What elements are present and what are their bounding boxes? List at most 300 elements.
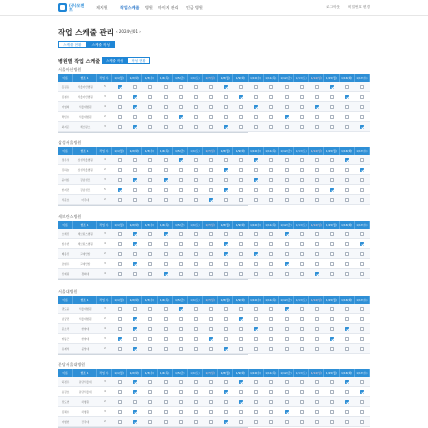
schedule-checkbox[interactable]: [269, 178, 273, 182]
schedule-checkbox[interactable]: [239, 262, 243, 266]
column-header[interactable]: 1/12(금): [279, 221, 294, 229]
schedule-checkbox[interactable]: [285, 232, 289, 236]
schedule-checkbox[interactable]: [330, 420, 334, 424]
schedule-checkbox[interactable]: [315, 420, 319, 424]
schedule-checkbox[interactable]: [179, 327, 183, 331]
schedule-checkbox[interactable]: [133, 400, 137, 404]
schedule-checkbox[interactable]: [133, 158, 137, 162]
column-header[interactable]: 1/4(목): [158, 369, 173, 377]
column-header[interactable]: 협조 1: [73, 369, 97, 377]
column-header[interactable]: 1/3(수): [142, 74, 157, 82]
schedule-checkbox[interactable]: [118, 95, 122, 99]
column-header[interactable]: 1/11(목): [264, 147, 279, 155]
schedule-checkbox[interactable]: [300, 232, 304, 236]
column-header[interactable]: 1/9(화): [233, 74, 248, 82]
schedule-checkbox[interactable]: [148, 307, 152, 311]
schedule-checkbox[interactable]: [224, 380, 228, 384]
column-header[interactable]: 1/11(목): [264, 221, 279, 229]
schedule-checkbox[interactable]: [330, 272, 334, 276]
schedule-checkbox[interactable]: [148, 232, 152, 236]
schedule-checkbox[interactable]: [164, 410, 168, 414]
schedule-checkbox[interactable]: [148, 178, 152, 182]
schedule-checkbox[interactable]: [345, 125, 349, 129]
schedule-checkbox[interactable]: [133, 125, 137, 129]
schedule-checkbox[interactable]: [118, 242, 122, 246]
schedule-checkbox[interactable]: [269, 158, 273, 162]
schedule-checkbox[interactable]: [179, 317, 183, 321]
schedule-checkbox[interactable]: [300, 307, 304, 311]
schedule-checkbox[interactable]: [285, 272, 289, 276]
schedule-checkbox[interactable]: [148, 95, 152, 99]
schedule-checkbox[interactable]: [179, 380, 183, 384]
schedule-checkbox[interactable]: [239, 85, 243, 89]
column-header[interactable]: 1/16(화): [340, 147, 355, 155]
schedule-checkbox[interactable]: [300, 105, 304, 109]
schedule-checkbox[interactable]: [224, 105, 228, 109]
schedule-checkbox[interactable]: [148, 272, 152, 276]
schedule-checkbox[interactable]: [239, 105, 243, 109]
schedule-checkbox[interactable]: [360, 380, 364, 384]
schedule-checkbox[interactable]: [224, 420, 228, 424]
schedule-checkbox[interactable]: [194, 232, 198, 236]
schedule-checkbox[interactable]: [345, 327, 349, 331]
schedule-checkbox[interactable]: [118, 188, 122, 192]
schedule-checkbox[interactable]: [360, 198, 364, 202]
column-header[interactable]: 1/3(수): [142, 296, 157, 304]
schedule-checkbox[interactable]: [133, 105, 137, 109]
schedule-checkbox[interactable]: [239, 95, 243, 99]
schedule-checkbox[interactable]: [224, 95, 228, 99]
column-header[interactable]: 1/15(월): [324, 369, 339, 377]
schedule-checkbox[interactable]: [224, 125, 228, 129]
schedule-checkbox[interactable]: [209, 380, 213, 384]
schedule-checkbox[interactable]: [345, 95, 349, 99]
schedule-checkbox[interactable]: [224, 242, 228, 246]
schedule-checkbox[interactable]: [360, 188, 364, 192]
schedule-checkbox[interactable]: [224, 347, 228, 351]
schedule-checkbox[interactable]: [239, 380, 243, 384]
column-header[interactable]: 1/13(토): [294, 147, 309, 155]
column-header[interactable]: 1/17(수): [355, 74, 370, 82]
schedule-checkbox[interactable]: [285, 400, 289, 404]
schedule-checkbox[interactable]: [209, 307, 213, 311]
schedule-checkbox[interactable]: [209, 168, 213, 172]
schedule-checkbox[interactable]: [209, 400, 213, 404]
schedule-checkbox[interactable]: [209, 178, 213, 182]
nav-item-0[interactable]: 제지원: [96, 5, 108, 10]
schedule-checkbox[interactable]: [330, 232, 334, 236]
column-header[interactable]: 1/5(금): [173, 369, 188, 377]
schedule-checkbox[interactable]: [285, 307, 289, 311]
schedule-checkbox[interactable]: [179, 95, 183, 99]
schedule-checkbox[interactable]: [194, 198, 198, 202]
column-header[interactable]: 1/12(금): [279, 147, 294, 155]
schedule-checkbox[interactable]: [330, 410, 334, 414]
schedule-checkbox[interactable]: [254, 178, 258, 182]
schedule-checkbox[interactable]: [300, 158, 304, 162]
schedule-checkbox[interactable]: [269, 188, 273, 192]
column-header[interactable]: 작업 수: [97, 74, 112, 82]
schedule-checkbox[interactable]: [133, 178, 137, 182]
schedule-checkbox[interactable]: [254, 168, 258, 172]
schedule-checkbox[interactable]: [118, 105, 122, 109]
schedule-checkbox[interactable]: [360, 178, 364, 182]
schedule-checkbox[interactable]: [194, 95, 198, 99]
schedule-checkbox[interactable]: [164, 347, 168, 351]
schedule-checkbox[interactable]: [118, 232, 122, 236]
schedule-checkbox[interactable]: [330, 188, 334, 192]
schedule-checkbox[interactable]: [179, 168, 183, 172]
schedule-checkbox[interactable]: [269, 380, 273, 384]
schedule-checkbox[interactable]: [269, 272, 273, 276]
schedule-checkbox[interactable]: [345, 400, 349, 404]
schedule-checkbox[interactable]: [315, 317, 319, 321]
schedule-checkbox[interactable]: [224, 272, 228, 276]
column-header[interactable]: 협조 1: [73, 74, 97, 82]
schedule-checkbox[interactable]: [345, 307, 349, 311]
schedule-checkbox[interactable]: [133, 420, 137, 424]
schedule-checkbox[interactable]: [345, 262, 349, 266]
schedule-checkbox[interactable]: [254, 272, 258, 276]
schedule-checkbox[interactable]: [254, 327, 258, 331]
schedule-checkbox[interactable]: [269, 232, 273, 236]
schedule-checkbox[interactable]: [179, 390, 183, 394]
schedule-checkbox[interactable]: [300, 337, 304, 341]
schedule-checkbox[interactable]: [209, 85, 213, 89]
schedule-checkbox[interactable]: [164, 115, 168, 119]
schedule-checkbox[interactable]: [209, 105, 213, 109]
schedule-checkbox[interactable]: [300, 115, 304, 119]
schedule-checkbox[interactable]: [345, 317, 349, 321]
schedule-checkbox[interactable]: [330, 242, 334, 246]
column-header[interactable]: 1/5(금): [173, 221, 188, 229]
schedule-checkbox[interactable]: [209, 198, 213, 202]
schedule-checkbox[interactable]: [285, 242, 289, 246]
schedule-checkbox[interactable]: [254, 105, 258, 109]
schedule-checkbox[interactable]: [164, 232, 168, 236]
schedule-checkbox[interactable]: [239, 158, 243, 162]
schedule-checkbox[interactable]: [209, 410, 213, 414]
schedule-checkbox[interactable]: [133, 242, 137, 246]
schedule-checkbox[interactable]: [345, 85, 349, 89]
schedule-checkbox[interactable]: [239, 337, 243, 341]
schedule-checkbox[interactable]: [118, 337, 122, 341]
schedule-checkbox[interactable]: [224, 262, 228, 266]
schedule-checkbox[interactable]: [315, 327, 319, 331]
column-header[interactable]: 1/2(화): [127, 147, 142, 155]
schedule-checkbox[interactable]: [345, 158, 349, 162]
schedule-checkbox[interactable]: [330, 252, 334, 256]
schedule-checkbox[interactable]: [345, 410, 349, 414]
schedule-checkbox[interactable]: [224, 317, 228, 321]
schedule-checkbox[interactable]: [300, 242, 304, 246]
column-header[interactable]: 1/8(월): [218, 369, 233, 377]
column-header[interactable]: 1/17(수): [355, 221, 370, 229]
schedule-checkbox[interactable]: [194, 115, 198, 119]
schedule-checkbox[interactable]: [315, 307, 319, 311]
schedule-checkbox[interactable]: [315, 232, 319, 236]
schedule-checkbox[interactable]: [194, 410, 198, 414]
schedule-checkbox[interactable]: [194, 252, 198, 256]
column-header[interactable]: 1/8(월): [218, 74, 233, 82]
schedule-checkbox[interactable]: [179, 262, 183, 266]
schedule-checkbox[interactable]: [194, 272, 198, 276]
column-header[interactable]: 1/3(수): [142, 147, 157, 155]
schedule-checkbox[interactable]: [118, 198, 122, 202]
schedule-checkbox[interactable]: [194, 158, 198, 162]
schedule-checkbox[interactable]: [118, 115, 122, 119]
column-header[interactable]: 1/9(화): [233, 369, 248, 377]
schedule-checkbox[interactable]: [330, 178, 334, 182]
column-header[interactable]: 1/6(토): [188, 74, 203, 82]
schedule-checkbox[interactable]: [194, 307, 198, 311]
schedule-checkbox[interactable]: [194, 380, 198, 384]
schedule-checkbox[interactable]: [118, 400, 122, 404]
schedule-checkbox[interactable]: [224, 390, 228, 394]
schedule-checkbox[interactable]: [254, 85, 258, 89]
schedule-checkbox[interactable]: [360, 400, 364, 404]
schedule-checkbox[interactable]: [148, 347, 152, 351]
schedule-checkbox[interactable]: [224, 337, 228, 341]
schedule-checkbox[interactable]: [179, 272, 183, 276]
schedule-checkbox[interactable]: [315, 198, 319, 202]
schedule-checkbox[interactable]: [239, 232, 243, 236]
schedule-checkbox[interactable]: [285, 337, 289, 341]
schedule-checkbox[interactable]: [269, 307, 273, 311]
schedule-checkbox[interactable]: [285, 380, 289, 384]
schedule-checkbox[interactable]: [179, 420, 183, 424]
schedule-checkbox[interactable]: [330, 198, 334, 202]
schedule-checkbox[interactable]: [315, 272, 319, 276]
schedule-checkbox[interactable]: [133, 317, 137, 321]
schedule-checkbox[interactable]: [300, 272, 304, 276]
column-header[interactable]: 1/6(토): [188, 369, 203, 377]
schedule-checkbox[interactable]: [285, 85, 289, 89]
column-header[interactable]: 1/15(월): [324, 147, 339, 155]
schedule-checkbox[interactable]: [133, 262, 137, 266]
schedule-checkbox[interactable]: [209, 115, 213, 119]
schedule-checkbox[interactable]: [269, 115, 273, 119]
schedule-checkbox[interactable]: [285, 347, 289, 351]
column-header[interactable]: 1/2(화): [127, 221, 142, 229]
schedule-checkbox[interactable]: [285, 115, 289, 119]
schedule-checkbox[interactable]: [269, 95, 273, 99]
schedule-checkbox[interactable]: [148, 410, 152, 414]
schedule-checkbox[interactable]: [209, 390, 213, 394]
column-header[interactable]: 1/10(수): [249, 369, 264, 377]
schedule-checkbox[interactable]: [224, 252, 228, 256]
schedule-checkbox[interactable]: [148, 85, 152, 89]
schedule-checkbox[interactable]: [285, 125, 289, 129]
schedule-checkbox[interactable]: [285, 198, 289, 202]
schedule-checkbox[interactable]: [209, 420, 213, 424]
schedule-checkbox[interactable]: [164, 242, 168, 246]
schedule-checkbox[interactable]: [254, 380, 258, 384]
column-header[interactable]: 1/10(수): [249, 221, 264, 229]
schedule-checkbox[interactable]: [194, 125, 198, 129]
schedule-checkbox[interactable]: [194, 105, 198, 109]
schedule-checkbox[interactable]: [285, 410, 289, 414]
schedule-checkbox[interactable]: [224, 168, 228, 172]
schedule-checkbox[interactable]: [164, 420, 168, 424]
column-header[interactable]: 1/8(월): [218, 147, 233, 155]
schedule-checkbox[interactable]: [269, 262, 273, 266]
schedule-checkbox[interactable]: [269, 242, 273, 246]
schedule-checkbox[interactable]: [148, 420, 152, 424]
schedule-checkbox[interactable]: [360, 420, 364, 424]
column-header[interactable]: 1/15(월): [324, 221, 339, 229]
schedule-checkbox[interactable]: [300, 168, 304, 172]
schedule-checkbox[interactable]: [148, 198, 152, 202]
schedule-checkbox[interactable]: [285, 420, 289, 424]
column-header[interactable]: 1/1(월): [112, 74, 127, 82]
column-header[interactable]: 이름: [58, 369, 73, 377]
schedule-checkbox[interactable]: [239, 168, 243, 172]
schedule-checkbox[interactable]: [300, 252, 304, 256]
schedule-checkbox[interactable]: [360, 168, 364, 172]
schedule-checkbox[interactable]: [179, 242, 183, 246]
schedule-checkbox[interactable]: [194, 327, 198, 331]
schedule-checkbox[interactable]: [239, 390, 243, 394]
schedule-checkbox[interactable]: [300, 95, 304, 99]
schedule-checkbox[interactable]: [269, 337, 273, 341]
schedule-checkbox[interactable]: [345, 178, 349, 182]
schedule-checkbox[interactable]: [360, 105, 364, 109]
schedule-checkbox[interactable]: [360, 242, 364, 246]
schedule-checkbox[interactable]: [209, 188, 213, 192]
schedule-checkbox[interactable]: [148, 252, 152, 256]
column-header[interactable]: 작업 수: [97, 221, 112, 229]
schedule-checkbox[interactable]: [118, 380, 122, 384]
schedule-checkbox[interactable]: [269, 420, 273, 424]
schedule-checkbox[interactable]: [118, 178, 122, 182]
schedule-checkbox[interactable]: [148, 262, 152, 266]
column-header[interactable]: 1/11(목): [264, 74, 279, 82]
schedule-checkbox[interactable]: [345, 390, 349, 394]
schedule-checkbox[interactable]: [345, 420, 349, 424]
schedule-checkbox[interactable]: [315, 85, 319, 89]
schedule-checkbox[interactable]: [148, 115, 152, 119]
column-header[interactable]: 작업 수: [97, 369, 112, 377]
column-header[interactable]: 1/4(목): [158, 147, 173, 155]
column-header[interactable]: 1/10(수): [249, 74, 264, 82]
column-header[interactable]: 1/9(화): [233, 147, 248, 155]
schedule-checkbox[interactable]: [118, 390, 122, 394]
schedule-checkbox[interactable]: [179, 158, 183, 162]
schedule-checkbox[interactable]: [179, 105, 183, 109]
schedule-checkbox[interactable]: [360, 252, 364, 256]
schedule-checkbox[interactable]: [345, 198, 349, 202]
column-header[interactable]: 1/1(월): [112, 296, 127, 304]
schedule-checkbox[interactable]: [254, 410, 258, 414]
column-header[interactable]: 1/2(화): [127, 296, 142, 304]
schedule-checkbox[interactable]: [194, 337, 198, 341]
column-header[interactable]: 1/13(토): [294, 296, 309, 304]
column-header[interactable]: 1/2(화): [127, 369, 142, 377]
schedule-checkbox[interactable]: [164, 380, 168, 384]
schedule-checkbox[interactable]: [360, 262, 364, 266]
schedule-checkbox[interactable]: [330, 105, 334, 109]
schedule-checkbox[interactable]: [164, 198, 168, 202]
schedule-checkbox[interactable]: [254, 188, 258, 192]
column-header[interactable]: 1/12(금): [279, 369, 294, 377]
schedule-checkbox[interactable]: [209, 337, 213, 341]
logout-link[interactable]: 로그아웃: [326, 5, 341, 9]
schedule-checkbox[interactable]: [148, 125, 152, 129]
column-header[interactable]: 1/3(수): [142, 369, 157, 377]
schedule-checkbox[interactable]: [133, 327, 137, 331]
schedule-checkbox[interactable]: [194, 400, 198, 404]
schedule-checkbox[interactable]: [300, 420, 304, 424]
schedule-checkbox[interactable]: [209, 347, 213, 351]
schedule-checkbox[interactable]: [209, 252, 213, 256]
schedule-checkbox[interactable]: [300, 400, 304, 404]
schedule-checkbox[interactable]: [285, 252, 289, 256]
schedule-checkbox[interactable]: [194, 85, 198, 89]
schedule-checkbox[interactable]: [148, 390, 152, 394]
schedule-checkbox[interactable]: [300, 410, 304, 414]
schedule-checkbox[interactable]: [315, 262, 319, 266]
schedule-checkbox[interactable]: [360, 307, 364, 311]
schedule-checkbox[interactable]: [315, 125, 319, 129]
column-header[interactable]: 1/13(토): [294, 221, 309, 229]
column-header[interactable]: 1/6(토): [188, 296, 203, 304]
schedule-checkbox[interactable]: [118, 420, 122, 424]
schedule-checkbox[interactable]: [315, 115, 319, 119]
schedule-checkbox[interactable]: [300, 390, 304, 394]
column-header[interactable]: 1/11(목): [264, 369, 279, 377]
schedule-checkbox[interactable]: [209, 327, 213, 331]
schedule-checkbox[interactable]: [300, 380, 304, 384]
horizontal-scrollbar[interactable]: [58, 354, 248, 355]
schedule-checkbox[interactable]: [254, 242, 258, 246]
schedule-checkbox[interactable]: [239, 198, 243, 202]
schedule-checkbox[interactable]: [315, 158, 319, 162]
column-header[interactable]: 1/10(수): [249, 147, 264, 155]
schedule-checkbox[interactable]: [209, 158, 213, 162]
schedule-checkbox[interactable]: [285, 188, 289, 192]
schedule-checkbox[interactable]: [345, 242, 349, 246]
schedule-checkbox[interactable]: [164, 252, 168, 256]
column-header[interactable]: 1/8(월): [218, 221, 233, 229]
column-header[interactable]: 1/13(토): [294, 369, 309, 377]
schedule-checkbox[interactable]: [315, 105, 319, 109]
schedule-checkbox[interactable]: [254, 390, 258, 394]
change-password-link[interactable]: 비밀번호 변경: [348, 5, 370, 9]
schedule-checkbox[interactable]: [118, 347, 122, 351]
schedule-checkbox[interactable]: [164, 178, 168, 182]
horizontal-scrollbar[interactable]: [58, 132, 248, 133]
schedule-checkbox[interactable]: [254, 232, 258, 236]
column-header[interactable]: 이름: [58, 296, 73, 304]
schedule-checkbox[interactable]: [285, 327, 289, 331]
schedule-checkbox[interactable]: [345, 232, 349, 236]
column-header[interactable]: 1/14(일): [309, 74, 324, 82]
schedule-checkbox[interactable]: [300, 262, 304, 266]
schedule-checkbox[interactable]: [179, 347, 183, 351]
schedule-checkbox[interactable]: [209, 262, 213, 266]
schedule-checkbox[interactable]: [118, 158, 122, 162]
schedule-checkbox[interactable]: [224, 307, 228, 311]
column-header[interactable]: 1/17(수): [355, 147, 370, 155]
schedule-checkbox[interactable]: [118, 85, 122, 89]
column-header[interactable]: 협조 1: [73, 296, 97, 304]
column-header[interactable]: 1/4(목): [158, 221, 173, 229]
column-header[interactable]: 1/9(화): [233, 221, 248, 229]
schedule-checkbox[interactable]: [224, 410, 228, 414]
schedule-checkbox[interactable]: [133, 95, 137, 99]
schedule-checkbox[interactable]: [118, 125, 122, 129]
